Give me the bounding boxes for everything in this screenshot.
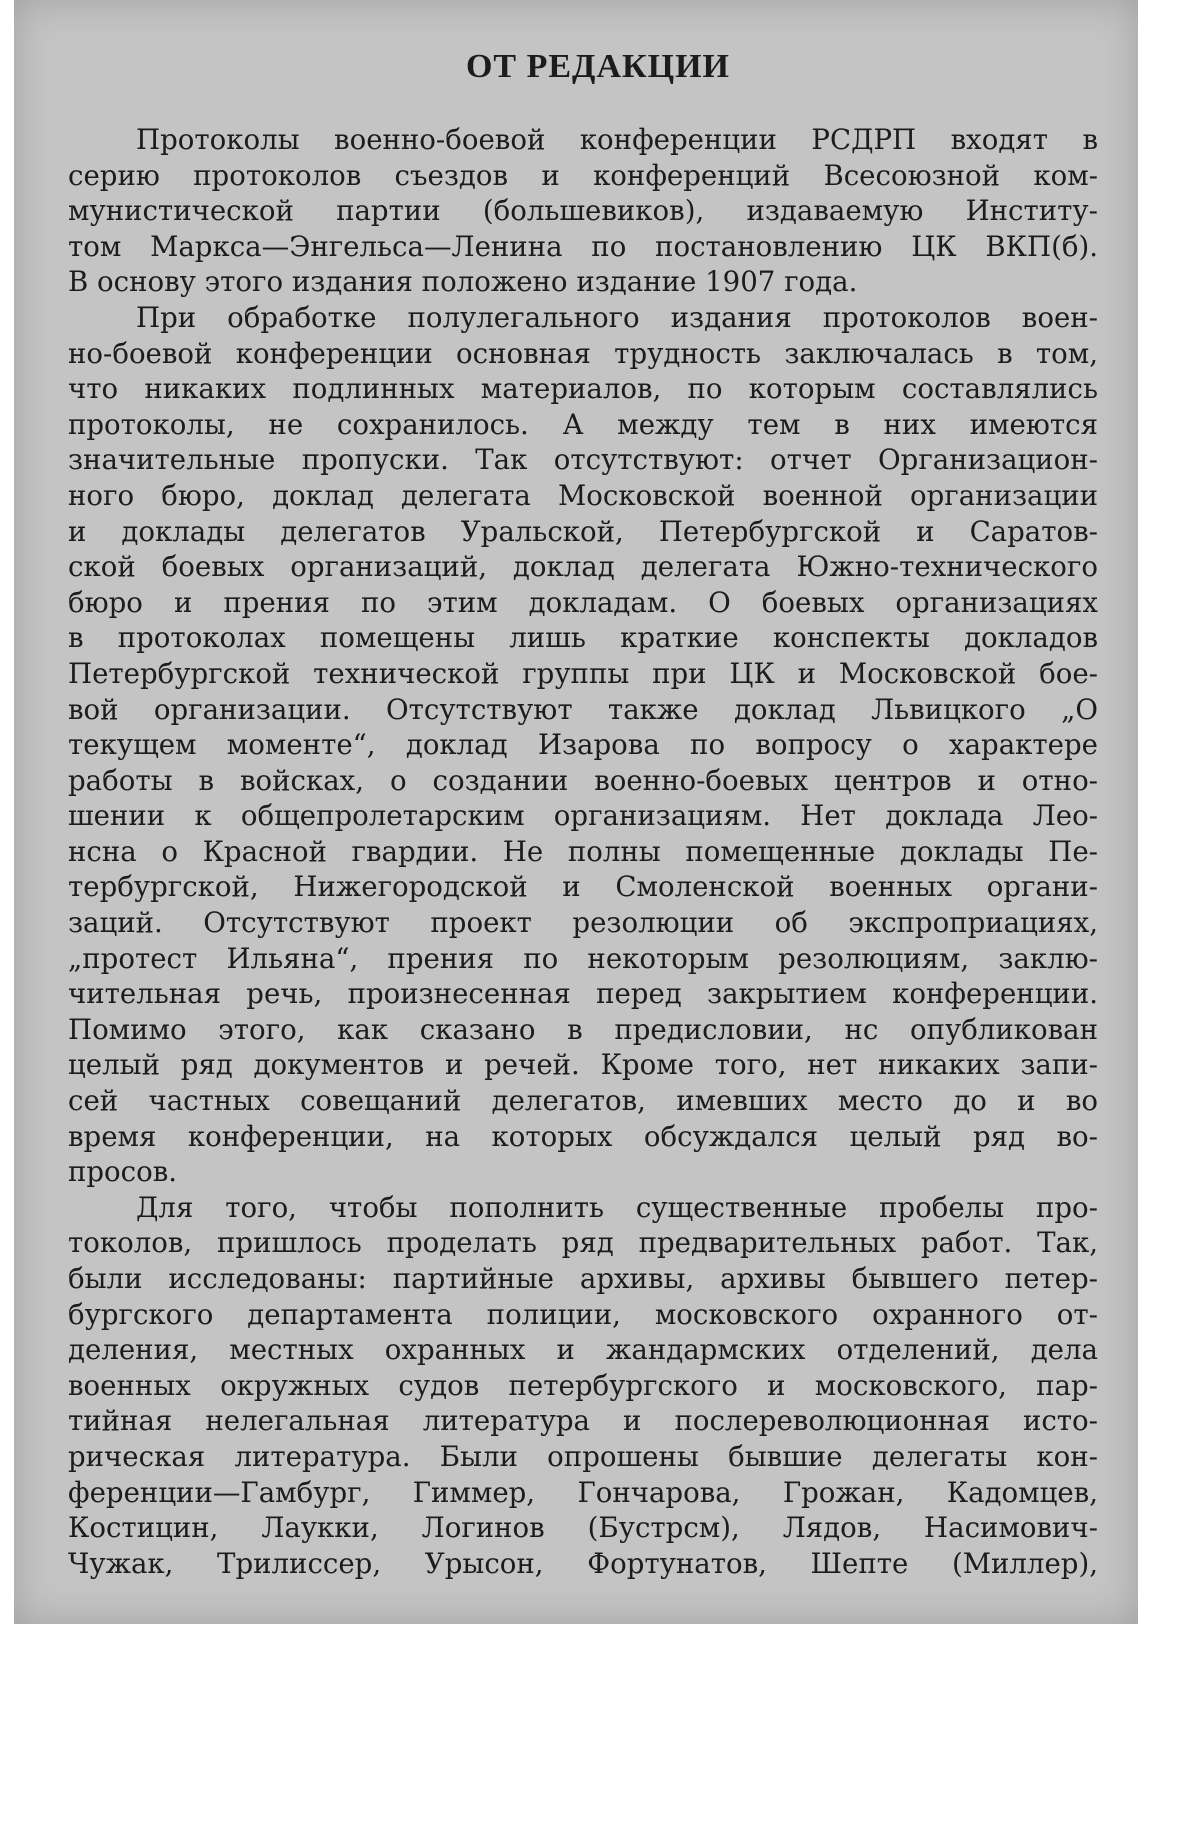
page-title: ОТ РЕДАКЦИИ [465, 48, 730, 85]
text-line: Костицин, Лаукки, Логинов (Бустрсм), Лядов, Насимович- [68, 1511, 1098, 1545]
text-line: значительные пропуски. Так отсутствуют: отчет Организацион- [68, 443, 1098, 477]
text-line: чительная речь, произнесенная перед закрытием конференции. [68, 977, 1098, 1011]
text-line: мунистической партии (большевиков), издаваемую Институ- [68, 194, 1098, 228]
text-line: были исследованы: партийные архивы, архивы бывшего петер- [68, 1262, 1098, 1295]
text-line: Чужак, Трилиссер, Урысон, Фортунатов, Шепте (Миллер), [68, 1546, 1098, 1580]
text-line: бургского департамента полиции, московского охранного от- [68, 1297, 1098, 1331]
text-line: шении к общепролетарским организациям. Нет доклада Лео- [68, 799, 1098, 833]
paragraph-3 [68, 1190, 1098, 1582]
text-line: просов. [68, 1155, 178, 1189]
text-line: В основу этого издания положено издание 1907 года. [68, 265, 858, 299]
paragraph-2 [68, 300, 1098, 1190]
text-line: Помимо этого, как сказано в предисловии, нс опубликован [68, 1012, 1098, 1046]
text-line: нсна о Красной гвардии. Не полны помещенные доклады Пе- [68, 834, 1098, 868]
text-line: рическая литература. Были опрошены бывшие делегаты кон- [68, 1439, 1098, 1473]
text-line: что никаких подлинных материалов, по которым составлялись [68, 372, 1098, 406]
text-line: но-боевой конференции основная трудность заключалась в том, [68, 336, 1098, 370]
text-line: заций. Отсутствуют проект резолюции об экспроприациях, [68, 906, 1098, 940]
text-line: военных окружных судов петербургского и московского, пар- [68, 1368, 1098, 1402]
text-line: ного бюро, доклад делегата Московской военной организации [68, 478, 1098, 512]
text-line: протоколы, не сохранилось. А между тем в них имеются [68, 407, 1098, 441]
text-line: сей частных совещаний делегатов, имевших место до и во [68, 1084, 1098, 1118]
text-line: Петербургской технической группы при ЦК и Московской бое- [68, 656, 1098, 690]
text-line: При обработке полулегального издания протоколов воен- [136, 300, 1098, 334]
text-line: серию протоколов съездов и конференций Всесоюзной ком- [68, 158, 1098, 192]
text-line: и доклады делегатов Уральской, Петербургской и Саратов- [68, 514, 1098, 548]
text-line: в протоколах помещены лишь краткие конспекты докладов [68, 621, 1098, 655]
text-line: работы в войсках, о создании военно-боевых центров и отно- [68, 763, 1098, 797]
text-line: токолов, пришлось проделать ряд предварительных работ. Так, [68, 1226, 1098, 1260]
text-line: „протест Ильяна“, прения по некоторым резолюциям, заклю- [68, 941, 1098, 975]
text-line: время конференции, на которых обсуждался целый ряд во- [68, 1119, 1098, 1153]
text-line: вой организации. Отсутствуют также доклад Львицкого „О [68, 692, 1098, 726]
text-line: бюро и прения по этим докладам. О боевых организациях [68, 585, 1098, 619]
text-line: том Маркса—Энгельса—Ленина по постановлению ЦК ВКП(б). [68, 229, 1098, 263]
text-line: деления, местных охранных и жандармских отделений, дела [68, 1333, 1098, 1367]
text-line: ской боевых организаций, доклад делегата Южно-технического [68, 550, 1098, 584]
text-line: тербургской, Нижегородской и Смоленской военных органи- [68, 870, 1098, 904]
page-content [68, 48, 1098, 1581]
text-line: целый ряд документов и речей. Кроме того, нет никаких запи- [68, 1048, 1098, 1082]
text-line: тийная нелегальная литература и послереволюционная исто- [68, 1404, 1098, 1438]
paragraph-1 [68, 122, 1098, 300]
text-line: Протоколы военно-боевой конференции РСДРП входят в [136, 123, 1098, 156]
text-line: Для того, чтобы пополнить существенные пробелы про- [136, 1190, 1098, 1224]
text-line: текущем моменте“, доклад Изарова по вопросу о характере [68, 728, 1098, 762]
text-line: ференции—Гамбург, Гиммер, Гончарова, Грожан, Кадомцев, [68, 1475, 1098, 1509]
